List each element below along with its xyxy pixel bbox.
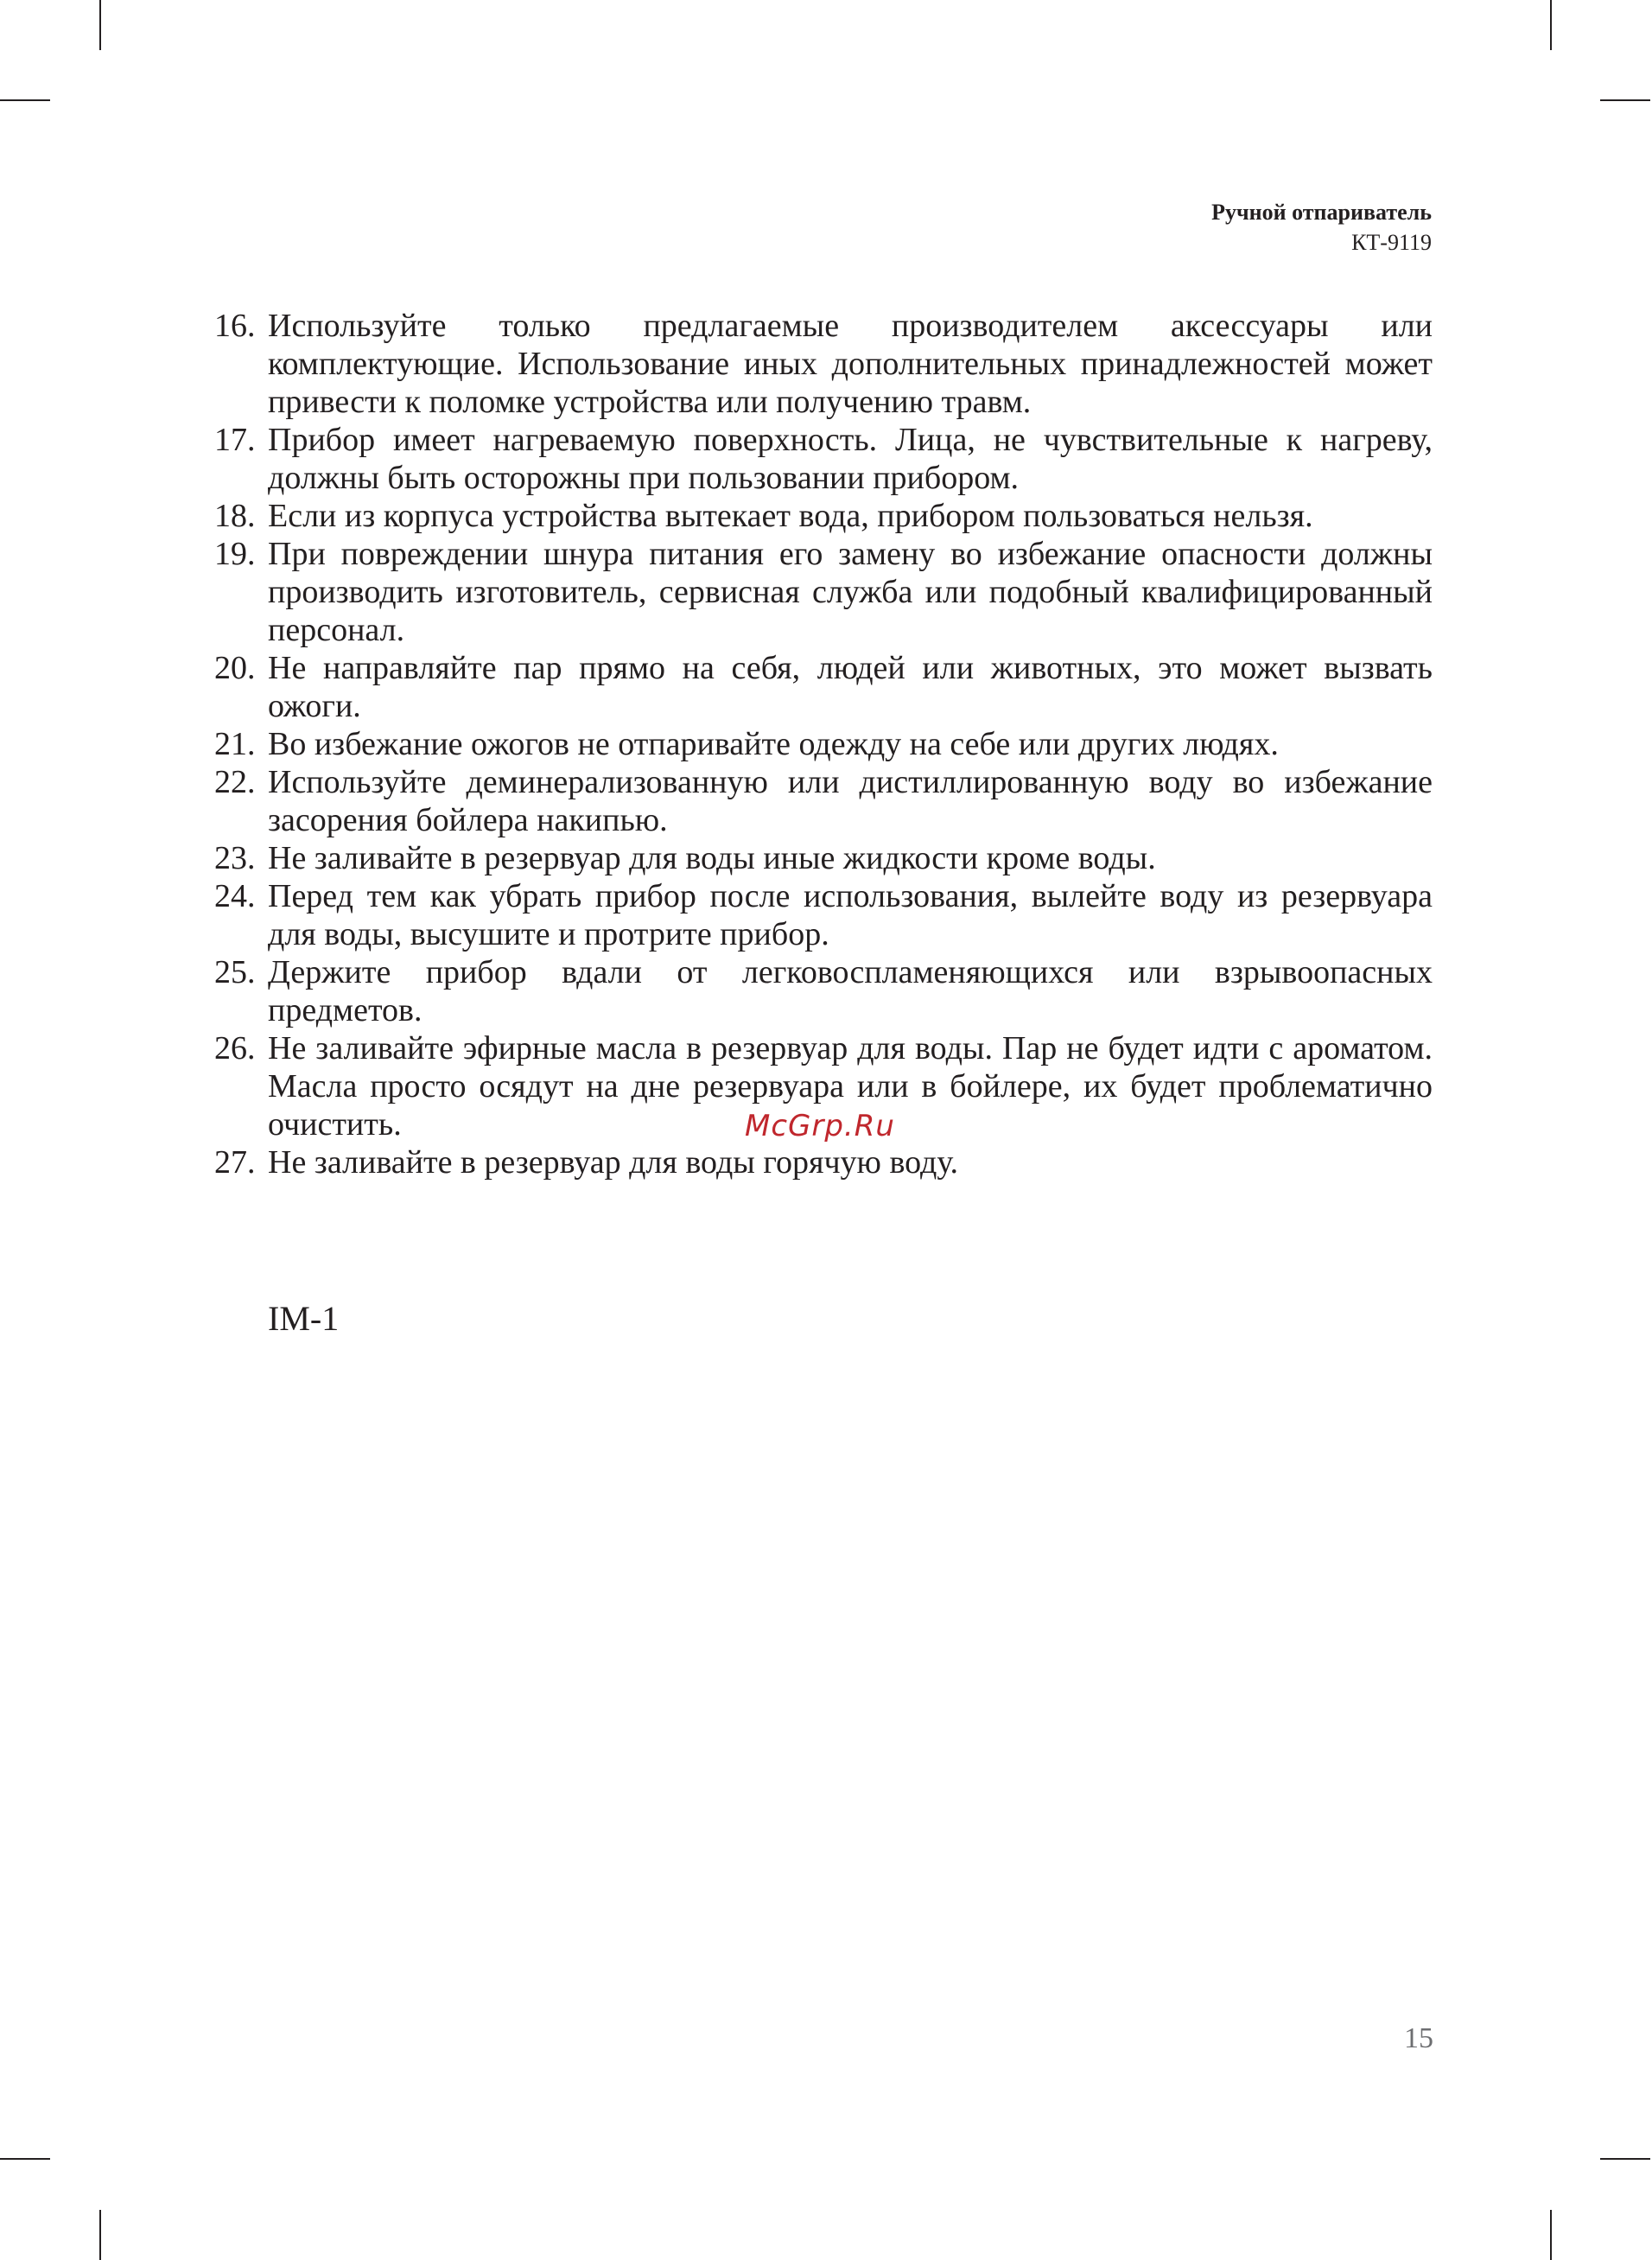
watermark-link[interactable]: McGrp.Ru — [745, 1109, 895, 1143]
crop-mark-bottom-right-vertical — [1550, 2210, 1552, 2260]
crop-mark-bottom-left-vertical — [99, 2210, 101, 2260]
list-item — [214, 877, 1433, 953]
crop-mark-top-left-vertical — [99, 0, 101, 50]
item-number: 20. — [214, 650, 256, 686]
item-text: Не направляйте пар прямо на себя, людей или животных, это может вызвать ожоги. — [268, 650, 1433, 724]
list-item — [214, 1143, 1433, 1181]
item-text: Во избежание ожогов не отпаривайте одежду на себе или других людях. — [268, 726, 1279, 762]
list-item — [214, 421, 1433, 497]
crop-mark-bottom-left-horizontal — [0, 2158, 50, 2160]
document-code: IM-1 — [268, 1299, 340, 1338]
crop-mark-top-right-horizontal — [1600, 99, 1650, 101]
page-number: 15 — [1404, 2022, 1433, 2054]
item-number: 19. — [214, 536, 256, 572]
item-number: 21. — [214, 726, 256, 762]
list-item — [214, 953, 1433, 1029]
crop-mark-top-left-horizontal — [0, 99, 50, 101]
item-text: Используйте деминерализованную или дистиллированную воду во избежание засорения бойлера накипью. — [268, 764, 1433, 838]
crop-mark-top-right-vertical — [1550, 0, 1552, 50]
crop-mark-bottom-right-horizontal — [1600, 2158, 1650, 2160]
running-header — [1211, 197, 1432, 258]
product-model: КТ-9119 — [1351, 230, 1432, 255]
item-text: При повреждении шнура питания его замену во избежание опасности должны производить изготовитель, сервисная служба или подобный квалифицированный персонал. — [268, 536, 1433, 648]
list-item — [214, 497, 1433, 535]
list-item — [214, 535, 1433, 649]
item-text: Держите прибор вдали от легковоспламеняющихся или взрывоопасных предметов. — [268, 954, 1433, 1028]
list-item — [214, 839, 1433, 877]
item-text: Не заливайте в резервуар для воды иные жидкости кроме воды. — [268, 840, 1156, 876]
item-number: 27. — [214, 1144, 256, 1181]
item-text: Используйте только предлагаемые производителем аксессуары или комплектующие. Использование иных дополнительных принадлежностей может привести к поломке устройства или получению травм. — [268, 308, 1433, 420]
item-number: 24. — [214, 878, 256, 914]
product-title: Ручной отпариватель — [1211, 200, 1432, 225]
item-number: 18. — [214, 498, 256, 534]
item-text: Прибор имеет нагреваемую поверхность. Лица, не чувствительные к нагреву, должны быть осторожны при пользовании прибором. — [268, 422, 1433, 496]
item-number: 17. — [214, 422, 256, 458]
item-number: 23. — [214, 840, 256, 876]
item-text: Не заливайте в резервуар для воды горячую воду. — [268, 1144, 959, 1181]
list-item — [214, 307, 1433, 421]
list-item — [214, 763, 1433, 839]
safety-instructions-list — [214, 307, 1433, 1181]
item-number: 26. — [214, 1030, 256, 1066]
item-number: 16. — [214, 308, 256, 344]
item-number: 25. — [214, 954, 256, 990]
item-text: Если из корпуса устройства вытекает вода, прибором пользоваться нельзя. — [268, 498, 1313, 534]
item-number: 22. — [214, 764, 256, 800]
list-item — [214, 649, 1433, 725]
item-text: Не заливайте эфирные масла в резервуар для воды. Пар не будет идти с ароматом. Масла просто осядут на дне резервуара или в бойлере, их будет проблематично очистить. — [268, 1030, 1433, 1143]
item-text: Перед тем как убрать прибор после использования, вылейте воду из резервуара для воды, высушите и протрите прибор. — [268, 878, 1433, 952]
list-item — [214, 725, 1433, 763]
